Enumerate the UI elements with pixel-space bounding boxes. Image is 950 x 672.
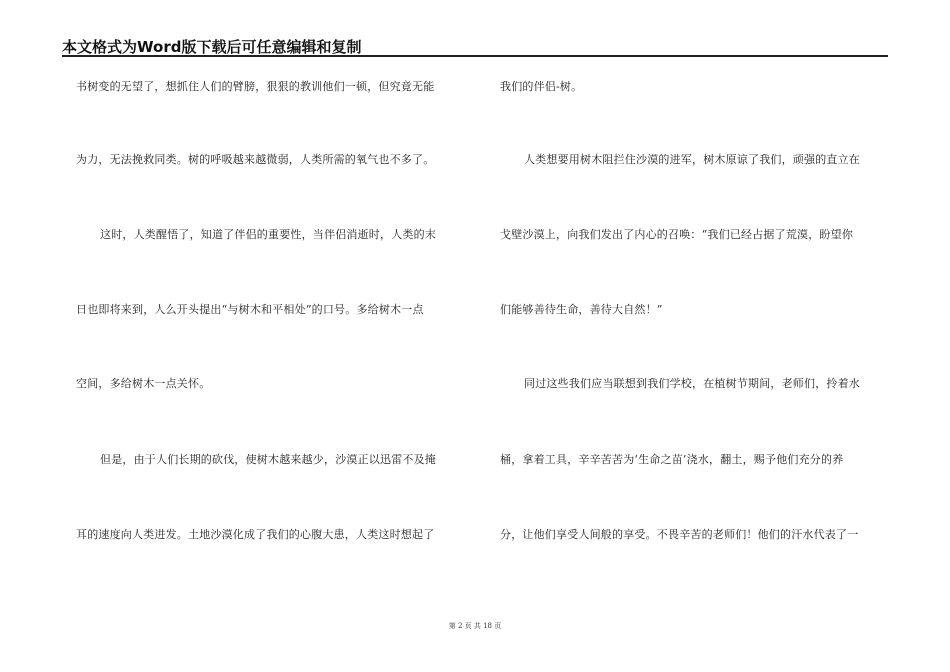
header-divider [62, 55, 888, 57]
text-line: 人类想要用树木阻拦住沙漠的进军，树木原谅了我们，顽强的直立在 [524, 153, 860, 166]
document-header-title: 本文格式为Word版下载后可任意编辑和复制 [62, 38, 362, 56]
text-line: 同过这些我们应当联想到我们学校，在植树节期间，老师们，拎着水 [524, 377, 860, 390]
text-line: 桶，拿着工具，辛辛苦苦为‘生命之苗’浇水，翻土，赐予他们充分的养 [500, 453, 844, 466]
text-line: 为力，无法挽救同类。树的呼吸越来越微弱，人类所需的氧气也不多了。 [76, 153, 435, 166]
text-line: 们能够善待生命，善待大自然！” [500, 303, 663, 316]
page-number-footer: 第 2 页 共 18 页 [448, 622, 502, 630]
text-line: 我们的伴侣-树。 [500, 80, 583, 93]
text-line: 但是，由于人们长期的砍伐，使树木越来越少，沙漠正以迅雷不及掩 [100, 453, 436, 466]
text-line: 书树变的无望了，想抓住人们的臂膀，狠狠的教训他们一顿，但究竟无能 [76, 80, 435, 93]
text-line: 分，让他们享受人间般的享受。不畏辛苦的老师们！他们的汗水代表了一 [500, 528, 859, 541]
text-line: 耳的速度向人类进发。土地沙漠化成了我们的心腹大患，人类这时想起了 [76, 528, 435, 541]
text-line: 空间，多给树木一点关怀。 [76, 377, 211, 390]
text-line: 戈壁沙漠上，向我们发出了内心的召唤：“我们已经占据了荒漠，盼望你 [500, 228, 854, 241]
text-line: 日也即将来到，人么开头提出“与树木和平相处”的口号。多给树木一点 [76, 303, 424, 316]
text-line: 这时，人类醒悟了，知道了伴侣的重要性，当伴侣消逝时，人类的末 [100, 228, 436, 241]
